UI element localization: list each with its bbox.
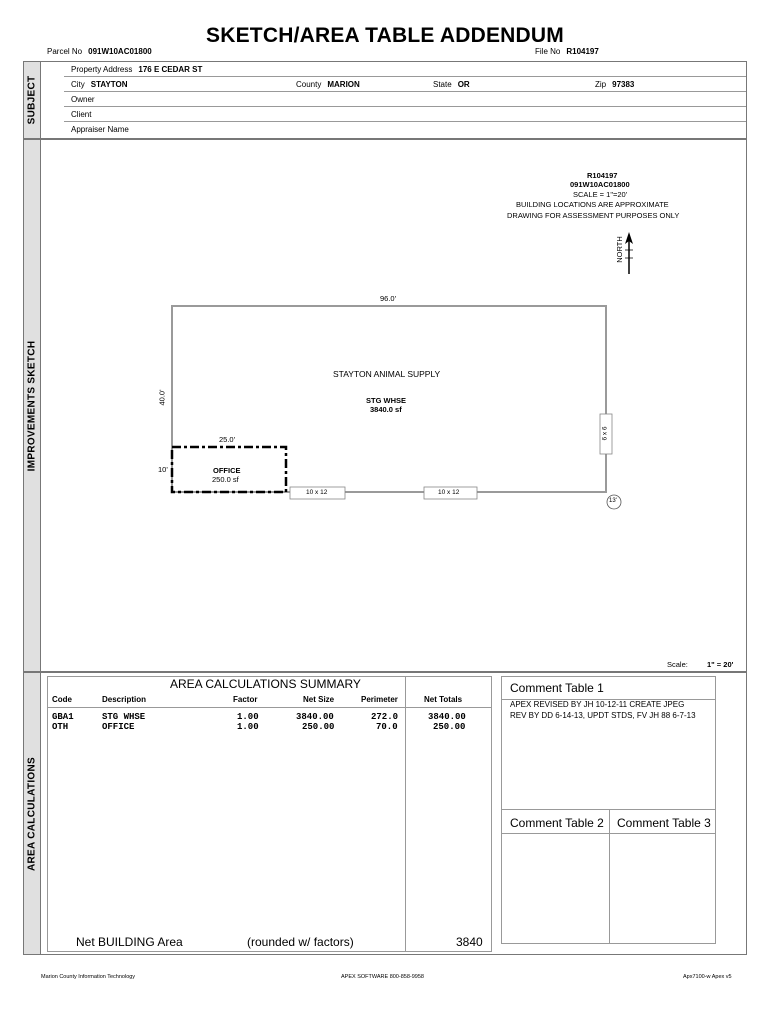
door-label-1: 10 x 12 [306, 489, 328, 496]
client-label: Client [71, 110, 92, 119]
sketch-note-line4: BUILDING LOCATIONS ARE APPROXIMATE [516, 200, 669, 209]
page-title: SKETCH/AREA TABLE ADDENDUM [206, 24, 564, 47]
county-value: MARION [327, 80, 360, 89]
net-area-note: (rounded w/ factors) [247, 935, 354, 949]
city-value: STAYTON [90, 80, 128, 89]
file-value: R104197 [566, 47, 599, 56]
footer-right: Apx7100-w Apex v5 [683, 974, 732, 980]
comment-table1-line1: APEX REVISED BY JH 10-12-11 CREATE JPEG [510, 700, 685, 709]
state-label: State [433, 80, 452, 89]
appraiser-label: Appraiser Name [71, 125, 129, 134]
city-label: City [71, 80, 85, 89]
office-name: OFFICE [213, 466, 241, 475]
row-net-size: 250.00 [302, 722, 335, 732]
main-area-size: 3840.0 sf [370, 405, 402, 414]
net-area-label: Net BUILDING Area [76, 935, 183, 949]
north-label: NORTH [614, 236, 624, 263]
owner-label: Owner [71, 95, 95, 104]
row-description: OFFICE [102, 722, 135, 732]
side-door-label: 6 x 6 [601, 426, 609, 441]
office-size: 250.0 sf [212, 475, 239, 484]
footer-left: Marion County Information Technology [41, 974, 136, 980]
comment-table3-title: Comment Table 3 [617, 816, 711, 830]
parcel-value: 091W10AC01800 [88, 47, 152, 56]
state-value: OR [457, 80, 470, 89]
parcel-label: Parcel No [47, 47, 83, 56]
comment-table2-title: Comment Table 2 [510, 816, 604, 830]
subject-section-label: SUBJECT [26, 75, 38, 125]
dim-left: 40.0' [157, 389, 167, 406]
row-factor: 1.00 [237, 712, 259, 722]
zip-label: Zip [595, 80, 607, 89]
dim-top: 96.0' [380, 294, 397, 303]
sketch-note-line3: SCALE = 1"=20' [573, 190, 628, 199]
scale-value: 1" = 20' [707, 660, 734, 669]
col-description: Description [102, 695, 147, 704]
address-value: 176 E CEDAR ST [138, 65, 203, 74]
sketch-note-line5: DRAWING FOR ASSESSMENT PURPOSES ONLY [507, 211, 680, 220]
col-code: Code [52, 695, 72, 704]
sketch-section-label: IMPROVEMENTS SKETCH [26, 340, 38, 471]
zip-value: 97383 [612, 80, 635, 89]
row-net-size: 3840.00 [296, 712, 334, 722]
net-totals-divider [405, 677, 406, 951]
col-perimeter: Perimeter [361, 695, 398, 704]
county-label: County [296, 80, 322, 89]
door-label-2: 10 x 12 [438, 489, 460, 496]
sketch-note-line2: 091W10AC01800 [570, 180, 630, 189]
address-label: Property Address [71, 65, 133, 74]
row-factor: 1.00 [237, 722, 259, 732]
row-perimeter: 70.0 [376, 722, 398, 732]
row-net-total: 250.00 [433, 722, 466, 732]
area-calc-sidebar [24, 673, 41, 954]
col-factor: Factor [233, 695, 258, 704]
file-label: File No [535, 47, 561, 56]
col-net-size: Net Size [303, 695, 335, 704]
col-net-totals: Net Totals [424, 695, 463, 704]
main-area-name: STG WHSE [366, 396, 407, 405]
row-code: OTH [52, 722, 69, 732]
comment-table1-line2: REV BY DD 6-14-13, UPDT STDS, FV JH 88 6-7-13 [510, 711, 696, 720]
office-dim-width: 25.0' [219, 435, 236, 444]
sketch-note-line1: R104197 [587, 171, 618, 180]
scale-label: Scale: [667, 660, 688, 669]
row-code: GBA1 [52, 712, 74, 722]
business-name: STAYTON ANIMAL SUPPLY [333, 369, 441, 379]
summary-title: AREA CALCULATIONS SUMMARY [170, 677, 361, 691]
row-net-total: 3840.00 [428, 712, 466, 722]
footer-center: APEX SOFTWARE 800-858-9958 [341, 974, 424, 980]
office-dim-height: 10' [158, 465, 168, 474]
row-description: STG WHSE [102, 712, 146, 722]
marker-label: 13' [609, 498, 617, 504]
comment-vertical-divider [609, 809, 610, 943]
net-area-value: 3840 [456, 935, 483, 949]
area-calc-section-label: AREA CALCULATIONS [26, 756, 38, 871]
row-perimeter: 272.0 [371, 712, 399, 722]
comment-table1-title: Comment Table 1 [510, 681, 604, 695]
